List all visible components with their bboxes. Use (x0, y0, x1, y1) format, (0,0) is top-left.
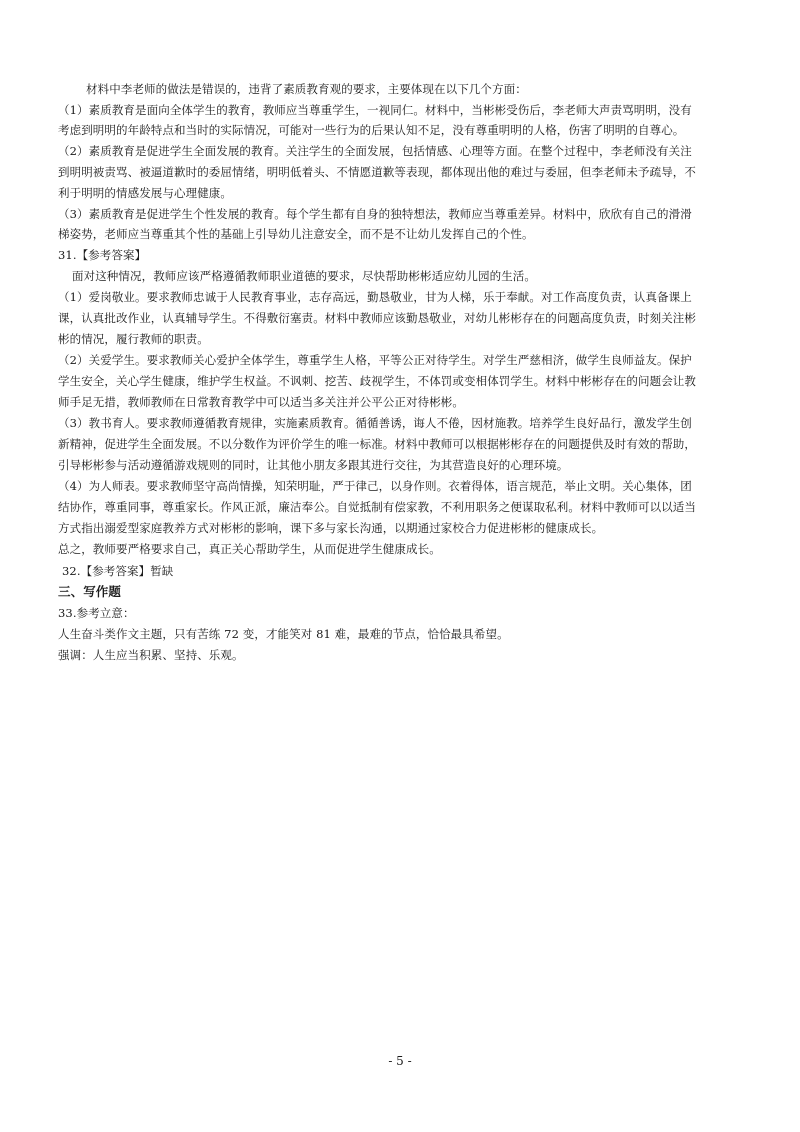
q31-p3-line-1: （3）教书育人。要求教师遵循教育规律，实施素质教育。循循善诱，诲人不倦，因材施教。培养学生良好品行，激发学生创 (58, 416, 692, 430)
page-number: - 5 - (388, 1054, 412, 1068)
section-3-heading: 三、写作题 (58, 584, 122, 599)
q31-p4-line-3: 方式指出溺爱型家庭教养方式对彬彬的影响，课下多与家长沟通，以期通过家校合力促进彬彬的健康成长。 (58, 521, 604, 535)
q31-heading: 31.【参考答案】 (58, 248, 147, 262)
paragraph-2-line-2: 到明明被责骂、被逼道歉时的委屈情绪，明明低着头、不情愿道歉等表现，都体现出他的难过与委屈，但李老师未予疏导，不 (58, 165, 696, 179)
q31-p4-line-1: （4）为人师表。要求教师坚守高尚情操，知荣明耻，严于律己，以身作则。衣着得体，语言规范，举止文明。关心集体，团 (58, 479, 692, 493)
paragraph-2-line-1: （2）素质教育是促进学生全面发展的教育。关注学生的全面发展，包括情感、心理等方面。在整个过程中，李老师没有关注 (58, 144, 692, 158)
paragraph-2-line-3: 利于明明的情感发展与心理健康。 (58, 186, 232, 200)
q31-p3-line-2: 新精神，促进学生全面发展。不以分数作为评价学生的唯一标准。材料中教师可以根据彬彬存在的问题提供及时有效的帮助， (58, 437, 696, 451)
paragraph-3-line-1: （3）素质教育是促进学生个性发展的教育。每个学生都有自身的独特想法，教师应当尊重差异。材料中，欣欣有自己的滑滑 (58, 207, 692, 221)
q31-p1-line-2: 课，认真批改作业，认真辅导学生。不得敷衍塞责。材料中教师应该勤恳敬业，对幼儿彬彬存在的问题高度负责，时刻关注彬 (58, 311, 696, 325)
q31-p2-line-3: 师手足无措，教师教师在日常教育教学中可以适当多关注并公平公正对待彬彬。 (58, 395, 464, 409)
q31-summary: 总之，教师要严格要求自己，真正关心帮助学生，从而促进学生健康成长。 (58, 542, 441, 556)
paragraph-1-line-1: （1）素质教育是面向全体学生的教育，教师应当尊重学生，一视同仁。材料中，当彬彬受伤后，李老师大声责骂明明，没有 (58, 103, 692, 117)
q33-heading: 33.参考立意： (58, 606, 135, 620)
q31-p3-line-3: 引导彬彬参与活动遵循游戏规则的同时，让其他小朋友多跟其进行交往，为其营造良好的心理环境。 (58, 458, 569, 472)
intro-text: 材料中李老师的做法是错误的，违背了素质教育观的要求，主要体现在以下几个方面： (86, 82, 527, 96)
q31-p1-line-3: 彬的情况，履行教师的职责。 (58, 332, 209, 346)
q31-p2-line-1: （2）关爱学生。要求教师关心爱护全体学生，尊重学生人格，平等公正对待学生。对学生严慈相济，做学生良师益友。保护 (58, 353, 692, 367)
paragraph-1-line-2: 考虑到明明的年龄特点和当时的实际情况，可能对一些行为的后果认知不足，没有尊重明明的人格，伤害了明明的自尊心。 (58, 123, 685, 137)
q33-line-1: 人生奋斗类作文主题，只有苦练 72 变，才能笑对 81 难，最难的节点，恰恰最具希望。 (58, 627, 509, 641)
q31-p4-line-2: 结协作，尊重同事，尊重家长。作风正派，廉洁奉公。自觉抵制有偿家教，不利用职务之便谋取私利。材料中教师可以以适当 (58, 500, 696, 514)
q32-answer: 32.【参考答案】暂缺 (62, 564, 174, 578)
q33-line-2: 强调：人生应当积累、坚持、乐观。 (58, 648, 244, 662)
q31-p1-line-1: （1）爱岗敬业。要求教师忠诚于人民教育事业，志存高远，勤恳敬业，甘为人梯，乐于奉献。对工作高度负责，认真备课上 (58, 290, 692, 304)
q31-p2-line-2: 学生安全，关心学生健康，维护学生权益。不讽刺、挖苦、歧视学生，不体罚或变相体罚学生。材料中彬彬存在的问题会让教 (58, 374, 696, 388)
paragraph-3-line-2: 梯姿势，老师应当尊重其个性的基础上引导幼儿注意安全，而不是不让幼儿发挥自己的个性。 (58, 227, 534, 241)
q31-intro: 面对这种情况，教师应该严格遵循教师职业道德的要求，尽快帮助彬彬适应幼儿园的生活。 (72, 269, 536, 283)
